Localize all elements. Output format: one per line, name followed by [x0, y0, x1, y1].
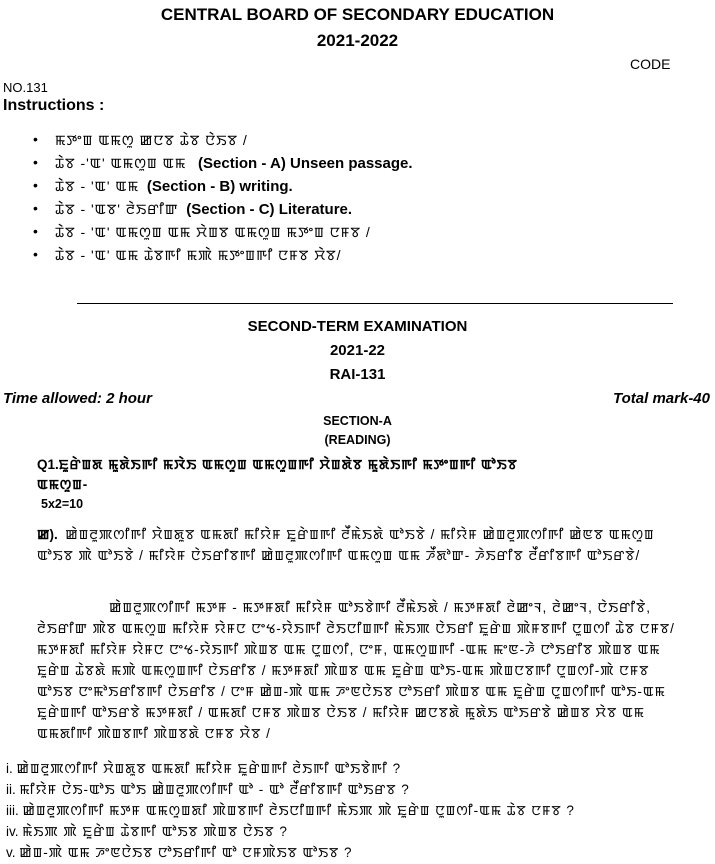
- instruction-item: [33, 223, 703, 243]
- instruction-english: (Section - A) Unseen passage.: [198, 155, 413, 172]
- section-subtitle: (READING): [324, 433, 391, 447]
- passage-label: ꯀ).: [37, 527, 58, 542]
- question-number: Q1.: [37, 457, 59, 472]
- instruction-script: ꯊꯥꯕ - 'ꯑ' ꯑꯃ: [55, 178, 140, 194]
- sub-question: [6, 844, 353, 862]
- question-marks: 5x2=10: [41, 497, 84, 511]
- passage-para-1: [37, 524, 677, 588]
- time-allowed: Time allowed: 2 hour: [3, 390, 152, 407]
- passage-para-2: ꯀꯥꯡꯂꯨꯄꯁꯤꯒꯤ ꯃꯇꯝ - ꯃꯇꯝꯗꯤ ꯃꯤꯌꯥꯝ ꯑꯣꯏꯕꯥꯒꯤ ꯂꯩꯃꯥꯏꯗꯥ / ꯃꯇꯝꯗꯤ ꯂꯥꯀꯦꯜ, ꯂꯥꯀꯦꯜ, ꯅꯥꯏꯔꯤꯕꯥ, ꯂꯥꯏꯔꯤꯛ ꯄꯥꯕ ꯑꯃꯁꯨꯡ ꯃꯤꯌꯥꯝ ꯌꯥꯝꯅ ꯅꯦꯠ-ꯌꯥꯏꯒꯤ ꯂꯥꯏꯅꯤꯡꯒꯤ ꯃꯥꯏꯄ ꯅꯥꯏꯔꯤ ꯐꯨꯔꯥꯡ ꯄꯥꯝꯕꯒꯤ ꯅꯨꯡꯁꯤ ꯊꯥꯕ ꯅꯝꯕ/ ꯃꯇꯝꯗꯤ ꯃꯤꯌꯥꯝ ꯌꯥꯝꯅ ꯅꯦꯠ-ꯌꯥꯏꯒꯤ ꯄꯥꯡꯕ ꯑꯃ ꯅꯨꯡꯁꯤ, ꯅꯦꯝ, ꯑꯃꯁꯨꯡꯒꯤ -ꯑꯃ ꯃꯦꯟ-ꯍꯥ ꯅꯣꯏꯔꯤꯕ ꯄꯥꯡꯕ ꯑꯃ ꯐꯨꯔꯥꯡ ꯊꯥꯕꯗꯥ ꯃꯄꯥ ꯑꯃꯁꯨꯡꯒꯤ ꯅꯥꯏꯔꯤꯕ / ꯃꯇꯝꯗꯤ ꯄꯥꯡꯕ ꯑꯃ ꯐꯨꯔꯥꯡ ꯑꯣꯏ-ꯑꯃ ꯄꯥꯡꯅꯕꯒꯤ ꯅꯨꯡꯁꯤ-ꯄꯥ ꯅꯝꯕ ꯑꯣꯏꯕ ꯅꯦꯃꯣꯏꯔꯤꯕꯒꯤ ꯅꯥꯏꯔꯤꯕ / ꯅꯦꯝ ꯀꯥꯡ-ꯄꯥ ꯑꯃ ꯍꯦꯟꯅꯥꯏꯕ ꯅꯣꯏꯔꯤ ꯄꯥꯡꯕ ꯑꯃ ꯐꯨꯔꯥꯡ ꯅꯨꯡꯁꯤꯒꯤ ꯑꯣꯏ-ꯑꯃ ꯐꯨꯔꯥꯡꯒꯤ ꯑꯣꯏꯔꯕꯥ ꯃꯇꯝꯗꯤ / ꯑꯃꯗꯤ ꯅꯝꯕ ꯄꯥꯡꯕ ꯅꯥꯏꯕ / ꯃꯤꯌꯥꯝ ꯀꯅꯕꯗꯥ ꯃꯨꯗꯥꯏ ꯑꯣꯏꯔꯕꯥ ꯀꯥꯡꯕ ꯆꯥꯕ ꯑꯃ ꯑꯃꯗꯤꯒꯤ ꯄꯥꯡꯕꯒꯤ ꯄꯥꯡꯕꯗꯥ ꯅꯝꯕ ꯆꯥꯕ /: [37, 600, 675, 741]
- sub-question: [6, 760, 401, 778]
- sub-question-number: iv.: [6, 824, 19, 839]
- exam-year: 2021-22: [329, 342, 386, 359]
- sub-question-text: ꯀꯥꯡꯂꯨꯄꯁꯤꯒꯤ ꯆꯥꯡꯗꯨꯕ ꯑꯃꯗꯤ ꯃꯤꯌꯥꯝ ꯐꯨꯔꯥꯡꯒꯤ ꯂꯥꯏꯒꯤ ꯑꯣꯏꯕꯥꯒꯤ ?: [16, 761, 402, 776]
- instruction-script: ꯊꯥꯕ - 'ꯑ' ꯑꯃꯁꯨꯡ ꯑꯃ ꯆꯥꯡꯕ ꯑꯃꯁꯨꯡ ꯃꯇꯦꯡ ꯅꯝꯕ /: [55, 224, 371, 240]
- bullet-icon: •: [33, 131, 38, 147]
- question-text-cont: ꯑꯃꯁꯨꯡ-: [37, 477, 89, 492]
- section-title: SECTION-A: [323, 414, 392, 428]
- total-marks: Total mark-40: [613, 390, 710, 407]
- sub-question-text: ꯀꯥꯡꯂꯨꯄꯁꯤꯒꯤ ꯃꯇꯝ ꯑꯃꯁꯨꯡꯗꯤ ꯄꯥꯡꯕꯒꯤ ꯂꯥꯏꯅꯤꯡꯒꯤ ꯃꯥꯏꯄ ꯄꯥ ꯐꯨꯔꯥꯡ ꯅꯨꯡꯁꯤ-ꯑꯃ ꯊꯥꯕ ꯅꯝꯕ ?: [22, 803, 575, 818]
- bullet-icon: •: [33, 200, 38, 216]
- session-year: 2021-2022: [316, 31, 399, 50]
- sub-question: [6, 802, 575, 820]
- instruction-script: ꯊꯥꯕ -'ꯑ' ꯑꯃꯁꯨꯡ ꯑꯃ: [55, 155, 187, 171]
- sub-question-number: v.: [6, 845, 16, 860]
- instruction-item: [33, 246, 703, 266]
- bullet-icon: •: [33, 154, 38, 170]
- board-title: CENTRAL BOARD OF SECONDARY EDUCATION: [160, 5, 555, 24]
- divider: [77, 303, 673, 304]
- sub-question-text: ꯃꯤꯌꯥꯝ ꯅꯥꯏ-ꯑꯣꯏ ꯑꯣꯏ ꯀꯥꯡꯂꯨꯄꯁꯤꯒꯤ ꯑꯣ - ꯑꯣ ꯂꯩꯔꯤꯕꯒꯤ ꯑꯣꯏꯔꯕ ?: [19, 782, 410, 797]
- instruction-item: [33, 154, 703, 174]
- sub-question-number: ii.: [6, 782, 16, 797]
- question-1: [37, 455, 707, 475]
- instruction-item: [33, 200, 703, 220]
- instruction-script: ꯊꯥꯕ - 'ꯑꯕ' ꯂꯥꯏꯔꯤꯛ: [55, 201, 179, 217]
- sub-question-text: ꯀꯥꯡ-ꯄꯥ ꯑꯃ ꯍꯦꯟꯅꯥꯏꯕ ꯅꯣꯏꯔꯤꯒꯤ ꯑꯣ ꯅꯝꯄꯥꯏꯕ ꯑꯣꯏꯕ ?: [19, 845, 353, 860]
- instruction-english: (Section - C) Literature.: [186, 201, 353, 218]
- code-label: CODE: [630, 56, 671, 72]
- sub-question: [6, 823, 288, 841]
- bullet-icon: •: [33, 246, 38, 262]
- sub-question-number: iii.: [6, 803, 19, 818]
- instruction-item: [33, 177, 703, 197]
- passage-text: ꯀꯥꯡꯂꯨꯄꯁꯤꯒꯤ ꯆꯥꯡꯗꯨꯕ ꯑꯃꯗꯤ ꯃꯤꯌꯥꯝ ꯐꯨꯔꯥꯡꯒꯤ ꯂꯩꯃꯥꯏꯗꯥ ꯑꯣꯏꯕꯥ / ꯃꯤꯌꯥꯝ ꯀꯥꯡꯂꯨꯄꯁꯤꯒꯤ ꯀꯥꯟꯕ ꯑꯃꯁꯨꯡ ꯑꯣꯏꯕ ꯄꯥ ꯑꯣꯏꯕꯥ / ꯃꯤꯌꯥꯝ ꯅꯥꯏꯔꯤꯕꯒꯤ ꯀꯥꯡꯂꯨꯄꯁꯤꯒꯤ ꯑꯃꯁꯨꯡ ꯑꯃ ꯍꯩꯗꯣꯛ- ꯍꯥꯏꯔꯤꯕ ꯂꯩꯔꯤꯕꯒꯤ ꯑꯣꯏꯔꯕꯥ/: [37, 527, 655, 563]
- bullet-icon: •: [33, 223, 38, 239]
- paper-number: NO.131: [3, 80, 48, 95]
- bullet-icon: •: [33, 177, 38, 193]
- sub-question-number: i.: [6, 761, 13, 776]
- question-text: ꯐꯨꯔꯥꯡꯗ ꯃꯨꯗꯥꯏꯒꯤ ꯃꯋꯥꯏ ꯑꯃꯁꯨꯡ ꯑꯃꯁꯨꯡꯒꯤ ꯆꯥꯡꯗꯥꯕ ꯃꯨꯗꯥꯏꯒꯤ ꯃꯇꯦꯡꯒꯤ ꯑꯣꯏꯕ: [58, 457, 518, 472]
- sub-question-text: ꯃꯥꯏꯄ ꯄꯥ ꯐꯨꯔꯥꯡ ꯊꯥꯕꯒꯤ ꯑꯣꯏꯕ ꯄꯥꯡꯕ ꯅꯥꯏꯕ ?: [22, 824, 288, 839]
- instruction-item: [33, 131, 703, 151]
- sub-question: [6, 781, 410, 799]
- exam-title: SECOND-TERM EXAMINATION: [247, 318, 468, 335]
- paper-code: RAI-131: [329, 366, 386, 383]
- instruction-script: ꯃꯇꯦꯡ ꯑꯃꯁꯨ ꯀꯅꯕ ꯊꯥꯕ ꯅꯥꯏꯕ /: [55, 132, 248, 148]
- instructions-heading: Instructions :: [3, 97, 105, 114]
- instruction-english: (Section - B) writing.: [146, 178, 293, 195]
- instruction-script: ꯊꯥꯕ - 'ꯑ' ꯑꯃ ꯊꯥꯕꯒꯤ ꯃꯄꯥ ꯃꯇꯦꯡꯒꯤ ꯅꯝꯕ ꯆꯥꯕ/: [55, 247, 342, 263]
